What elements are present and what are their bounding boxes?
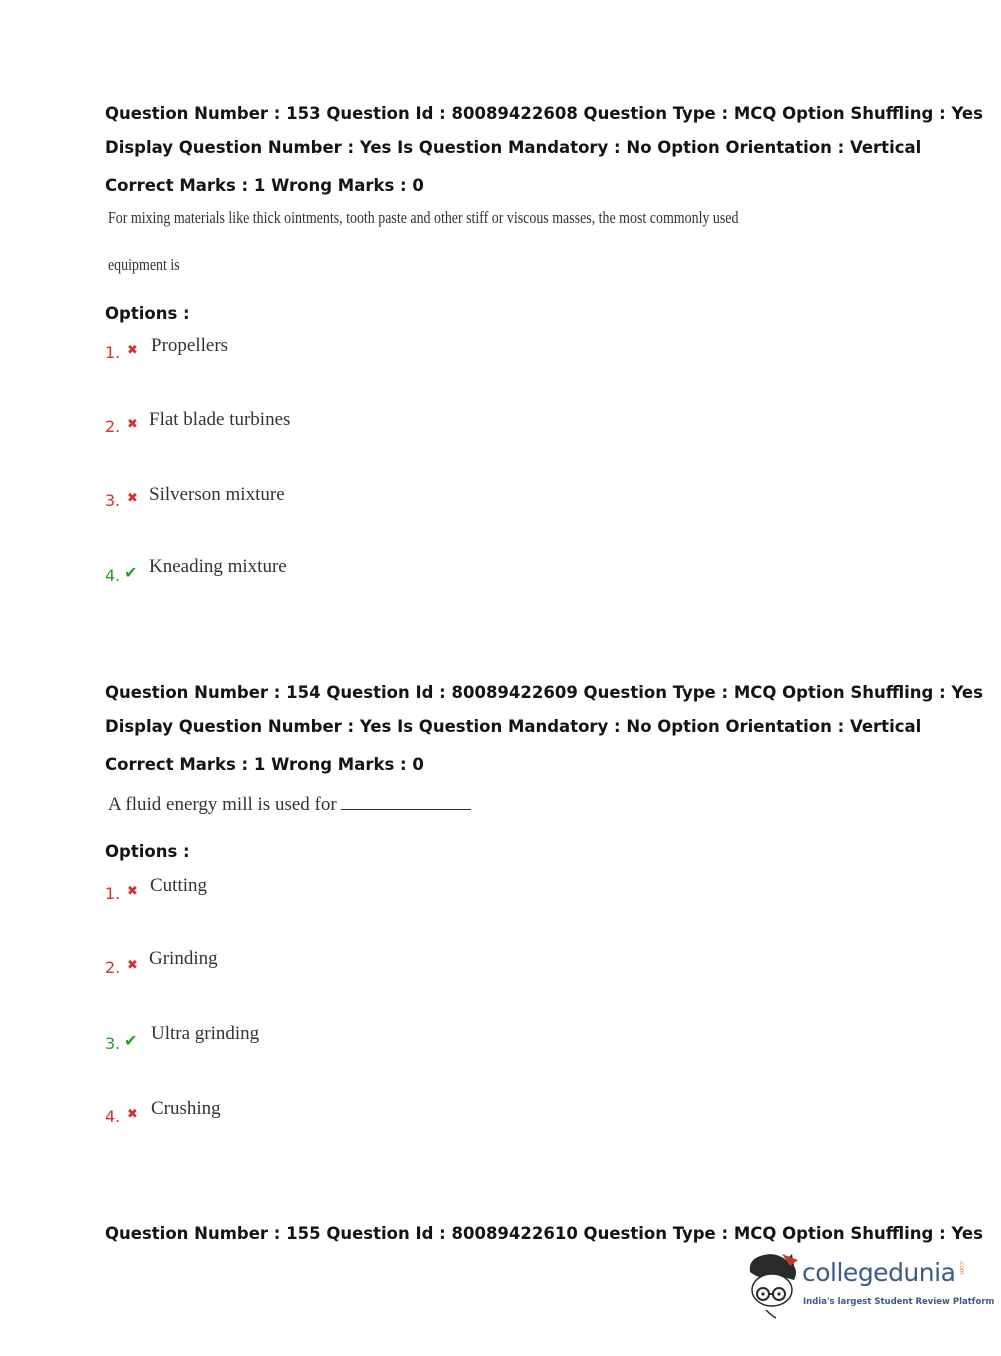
- q153-question-text-line2: equipment is: [108, 255, 180, 274]
- q154-options-label: Options :: [105, 842, 190, 861]
- q153-option-text: Propellers: [151, 335, 229, 356]
- q153-option-text: Flat blade turbines: [149, 409, 291, 430]
- logo-tagline: India's largest Student Review Platform: [803, 1297, 995, 1307]
- q153-header-line1: Question Number : 153 Question Id : 80089422608 Question Type : MCQ Option Shuffling : Yes: [105, 104, 983, 123]
- check-icon: ✔: [124, 1031, 138, 1050]
- mascot-icon: [742, 1250, 800, 1320]
- q154-option-number: 3.: [105, 1034, 121, 1053]
- q154-option-text: Cutting: [150, 875, 208, 896]
- cross-icon: ✖: [127, 958, 138, 973]
- q154-option-number: 2.: [105, 958, 121, 977]
- q154-option-number: 1.: [105, 884, 121, 903]
- q153-options-label: Options :: [105, 304, 190, 323]
- q154-option-text: Crushing: [151, 1098, 221, 1119]
- q153-option-number: 2.: [105, 417, 121, 436]
- q154-header-line2: Display Question Number : Yes Is Question Mandatory : No Option Orientation : Vertical: [105, 717, 922, 736]
- cross-icon: ✖: [127, 417, 138, 432]
- cross-icon: ✖: [127, 884, 138, 899]
- q154-marks: Correct Marks : 1 Wrong Marks : 0: [105, 755, 424, 774]
- collegedunia-logo: [742, 1250, 995, 1320]
- q153-option-number: 3.: [105, 491, 121, 510]
- cross-icon: ✖: [127, 1107, 138, 1122]
- q154-option-number: 4.: [105, 1107, 121, 1126]
- q153-option-text: Silverson mixture: [149, 484, 285, 505]
- check-icon: ✔: [124, 563, 138, 582]
- logo-com: .com: [958, 1260, 965, 1275]
- q154-header-line1: Question Number : 154 Question Id : 80089422609 Question Type : MCQ Option Shuffling : Yes: [105, 683, 983, 702]
- q154-option-text: Ultra grinding: [151, 1023, 260, 1044]
- q153-marks: Correct Marks : 1 Wrong Marks : 0: [105, 176, 424, 195]
- q154-question-text-line1: A fluid energy mill is used for: [108, 794, 337, 815]
- cross-icon: ✖: [127, 343, 138, 358]
- q153-option-number: 4.: [105, 566, 121, 585]
- cross-icon: ✖: [127, 491, 138, 506]
- logo-wordmark: collegedunia: [802, 1258, 956, 1287]
- q153-option-text: Kneading mixture: [149, 556, 287, 577]
- answer-blank: [341, 809, 471, 810]
- q153-header-line2: Display Question Number : Yes Is Question Mandatory : No Option Orientation : Vertical: [105, 138, 922, 157]
- q153-question-text-line1: For mixing materials like thick ointments, tooth paste and other stiff or viscous masses, the most commonly used: [108, 208, 739, 227]
- q154-option-text: Grinding: [149, 948, 218, 969]
- q154-question-text: [108, 794, 471, 816]
- q155-header-line1: Question Number : 155 Question Id : 80089422610 Question Type : MCQ Option Shuffling : Yes: [105, 1224, 983, 1243]
- q153-option-number: 1.: [105, 343, 121, 362]
